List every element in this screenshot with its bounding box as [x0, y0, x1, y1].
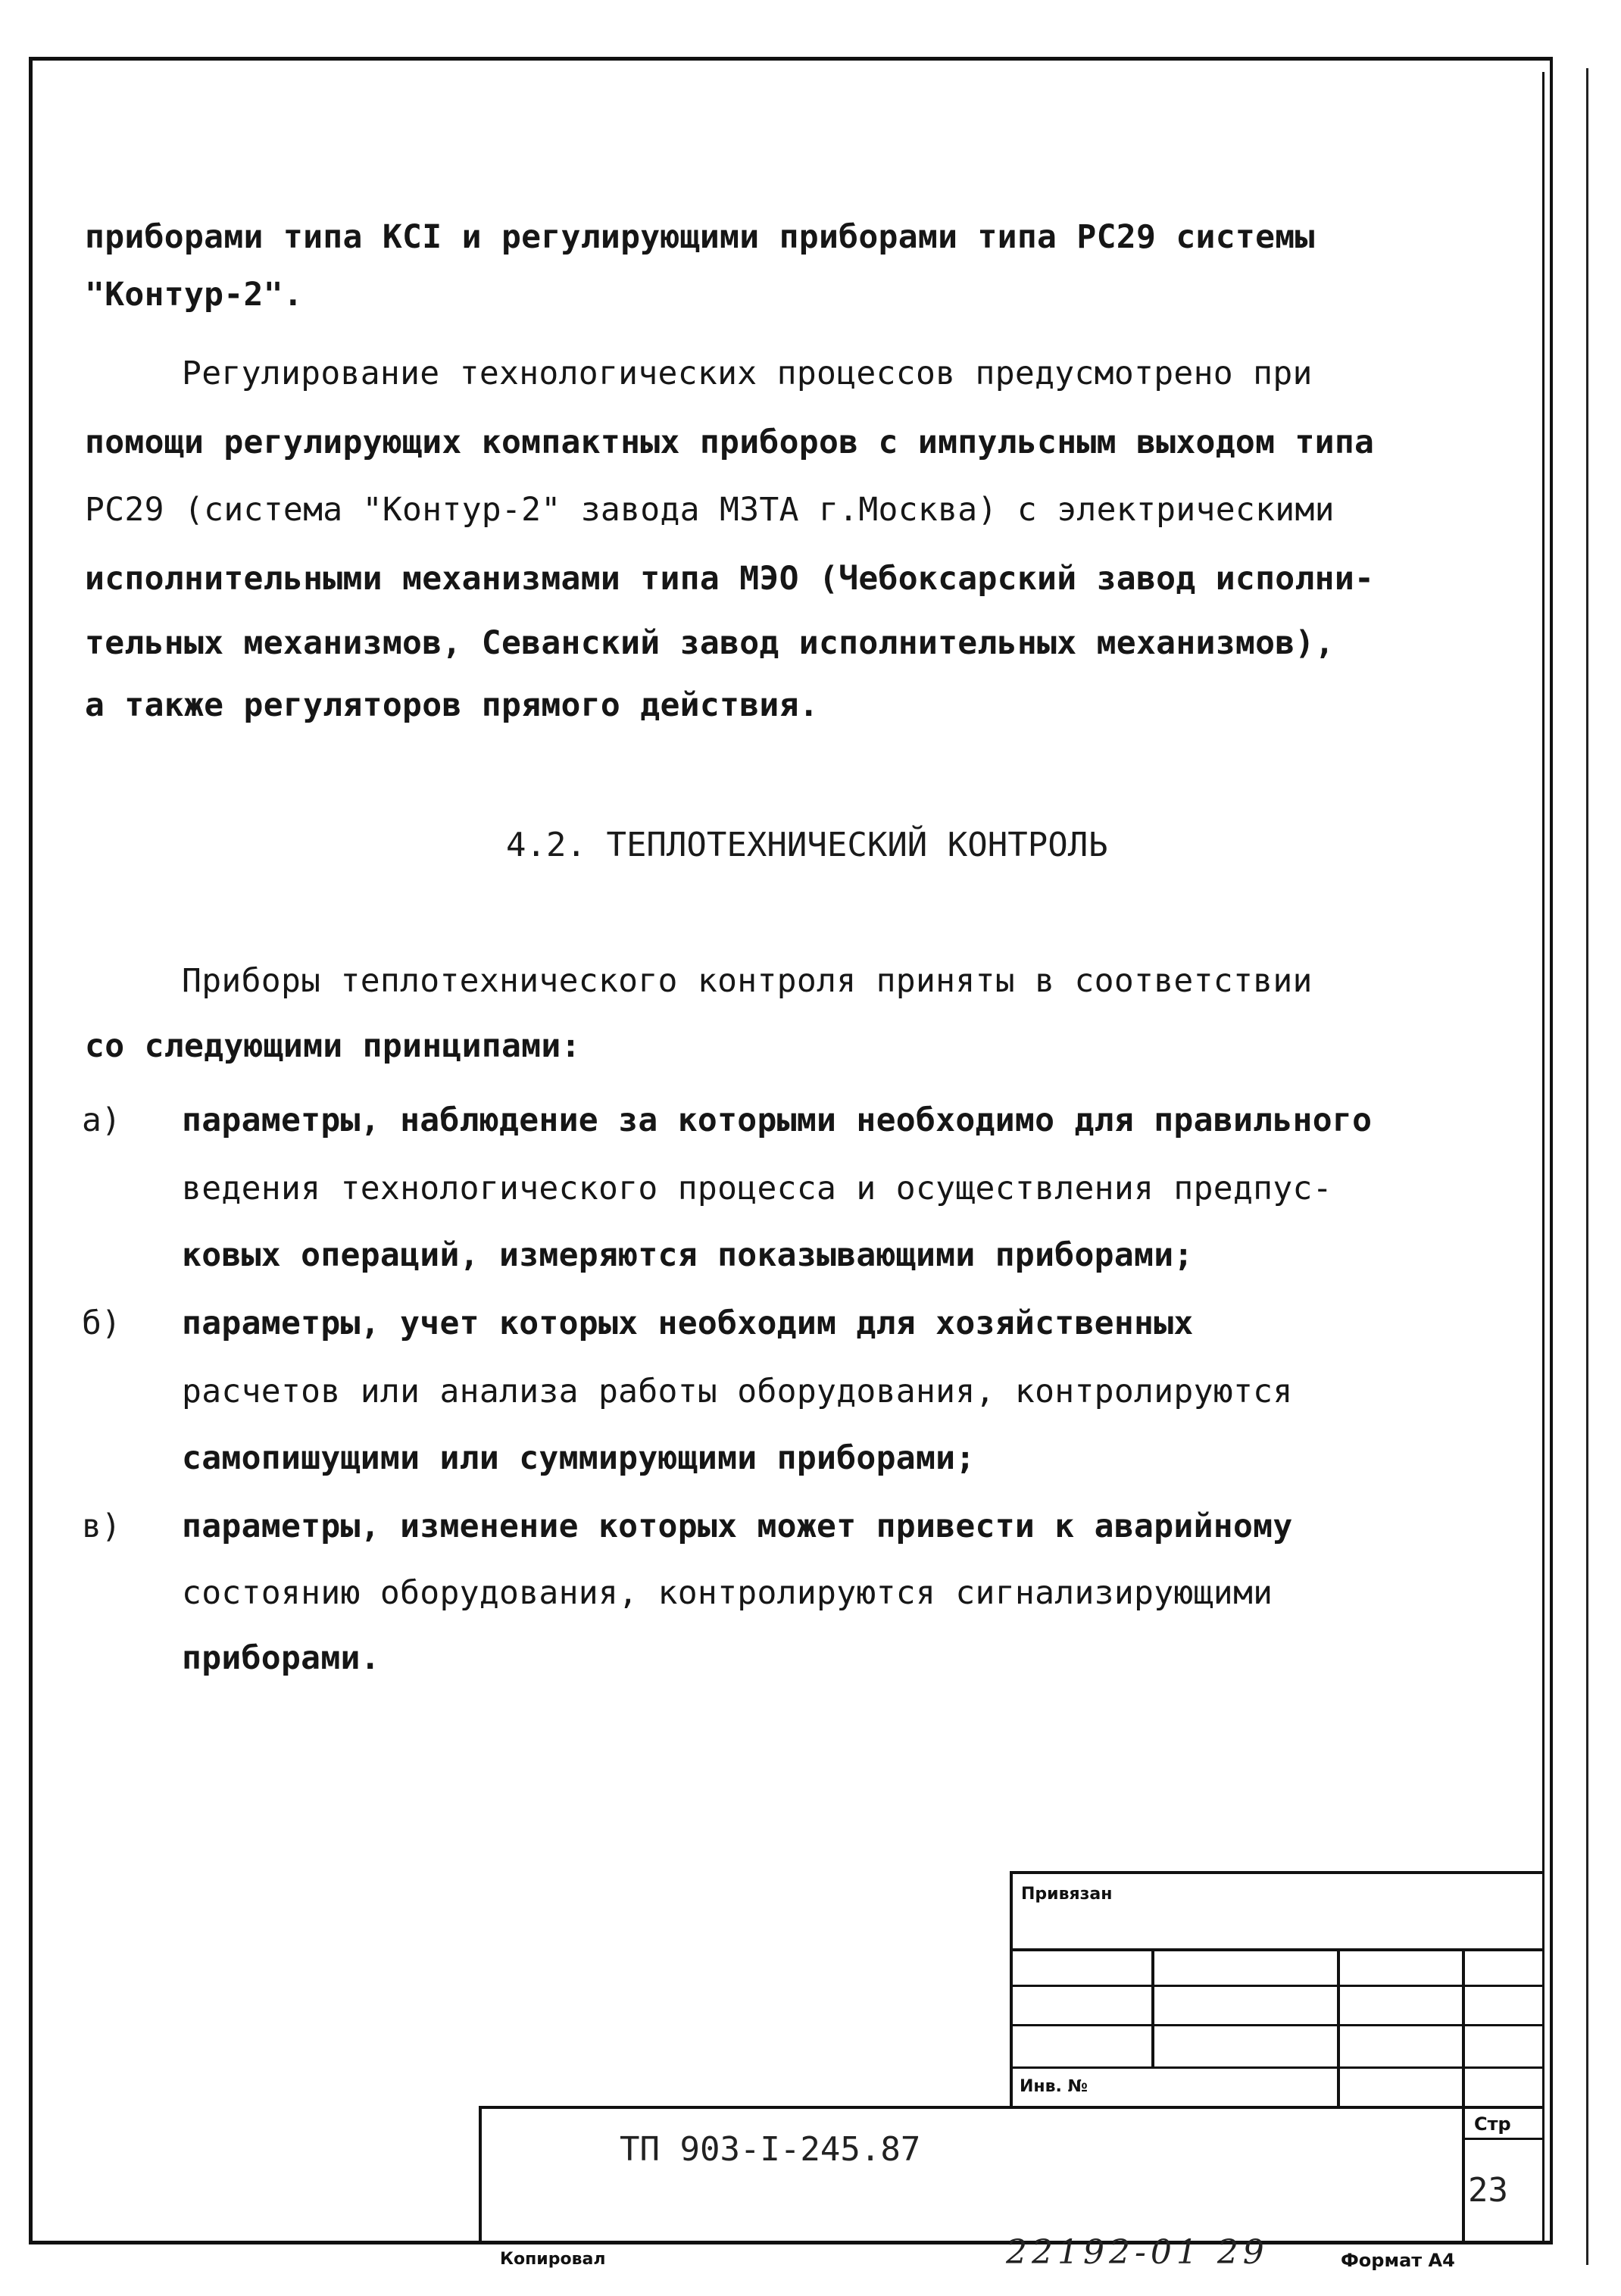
- body-line: "Контур-2".: [85, 276, 304, 314]
- title-block-row-line: [1462, 2138, 1544, 2140]
- inv-label: Инв. №: [1020, 2077, 1088, 2096]
- stamp-col-line: [1337, 1948, 1340, 2106]
- stamp-col-line: [1462, 1948, 1465, 2106]
- page-number: 23: [1468, 2171, 1508, 2210]
- list-marker: в): [82, 1507, 121, 1545]
- list-item-line: ковых операций, измеряются показывающими приборами;: [182, 1236, 1194, 1274]
- list-item-line: состоянию оборудования, контролируются сигнализирующими: [182, 1574, 1273, 1612]
- handwritten-number: 22192-01 29: [1006, 2233, 1269, 2272]
- list-item-line: ведения технологического процесса и осуществления предпус-: [182, 1170, 1332, 1207]
- title-block-col-line: [1462, 2106, 1465, 2244]
- list-item-line: расчетов или анализа работы оборудования, контролируются: [182, 1373, 1293, 1410]
- section-heading: 4.2. ТЕПЛОТЕХНИЧЕСКИЙ КОНТРОЛЬ: [506, 826, 1108, 864]
- list-item-line: самопишущими или суммирующими приборами;: [182, 1439, 976, 1477]
- body-line: исполнительными механизмами типа МЭО (Чебоксарский завод исполни-: [85, 560, 1375, 598]
- body-line: приборами типа КСI и регулирующими приборами типа РС29 системы: [85, 218, 1315, 256]
- body-line: помощи регулирующих компактных приборов с импульсным выходом типа: [85, 423, 1375, 461]
- list-item-line: приборами.: [182, 1639, 380, 1677]
- page-label: Стр: [1474, 2113, 1511, 2135]
- body-line: РС29 (система "Контур-2" завода МЗТА г.Москва) с электрическими: [85, 491, 1335, 529]
- list-marker: б): [82, 1304, 121, 1342]
- format-label: Формат А4: [1341, 2250, 1455, 2271]
- list-item-line: параметры, изменение которых может привести к аварийному: [182, 1507, 1293, 1545]
- list-item-line: параметры, учет которых необходим для хозяйственных: [182, 1304, 1194, 1342]
- copied-label: Копировал: [500, 2250, 606, 2269]
- body-line: а также регуляторов прямого действия.: [85, 686, 819, 724]
- sheet-edge-line: [1586, 68, 1588, 2265]
- title-block: [479, 2106, 1544, 2244]
- stamp-col-line: [1151, 1948, 1154, 2068]
- section-intro-line: со следующими принципами:: [85, 1027, 581, 1065]
- section-intro-line: Приборы теплотехнического контроля приняты в соответствии: [182, 962, 1313, 1000]
- body-line: тельных механизмов, Севанский завод исполнительных механизмов),: [85, 624, 1335, 662]
- body-line: Регулирование технологических процессов предусмотрено при: [182, 355, 1313, 392]
- linked-label: Привязан: [1021, 1885, 1113, 1904]
- document-number: ТП 903-I-245.87: [620, 2130, 921, 2169]
- list-marker: а): [82, 1101, 121, 1139]
- list-item-line: параметры, наблюдение за которыми необходимо для правильного: [182, 1101, 1373, 1139]
